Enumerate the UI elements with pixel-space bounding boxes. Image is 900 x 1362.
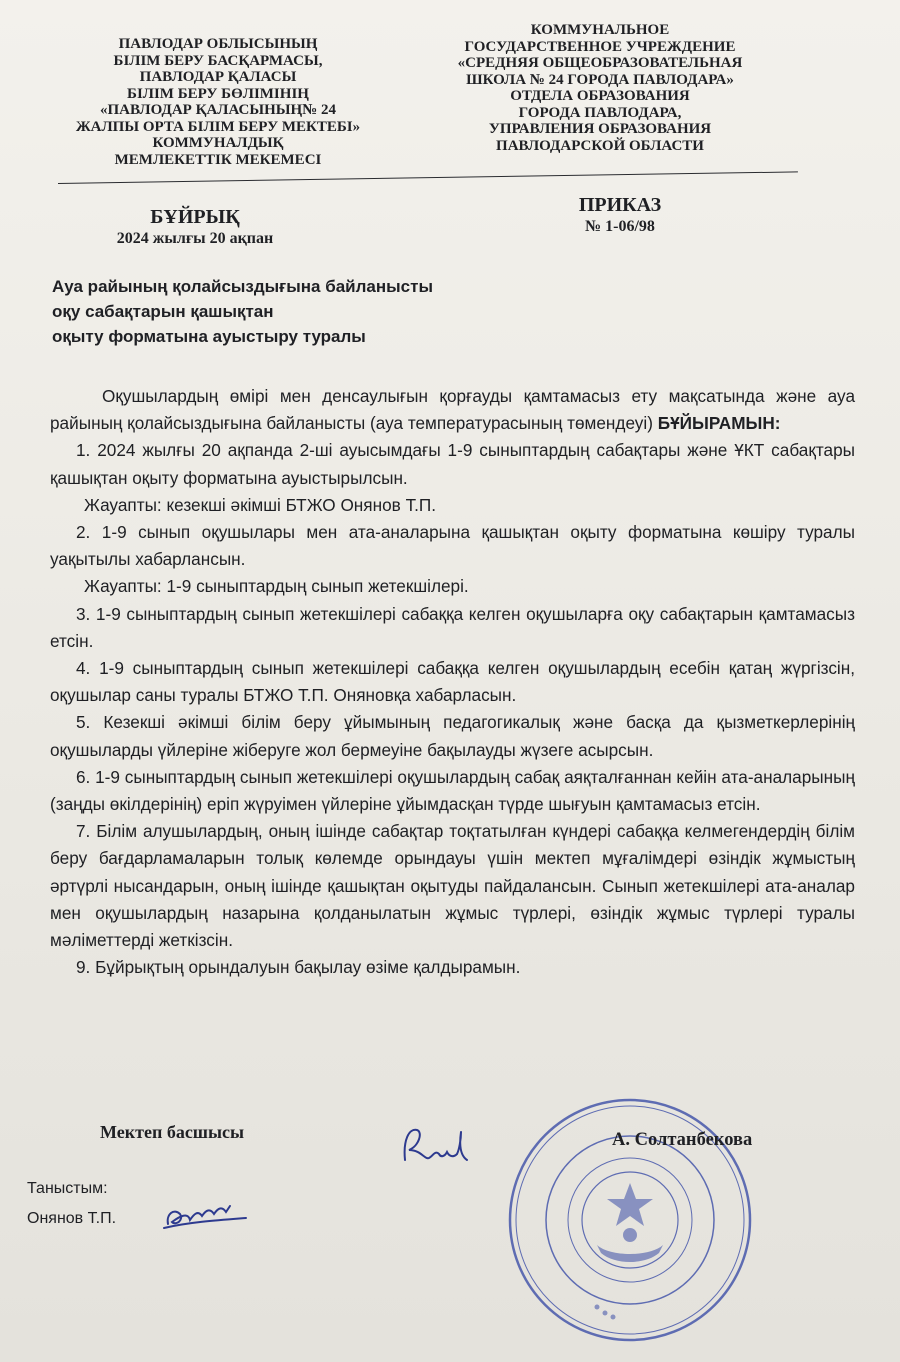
subject-line: оқу сабақтарын қашықтан (52, 302, 274, 321)
order-block-russian (540, 193, 700, 237)
order-item-9: 9. Бұйрықтың орындалуын бақылау өзіме қалдырамын. (76, 957, 521, 978)
header-kazakh (58, 36, 378, 168)
order-item-3: 3. 1-9 сыныптардың сынып жетекшілері сабаққа келген оқушыларға оқу сабақтарын қамтамасыз етсін. (50, 603, 855, 651)
order-block-kazakh (70, 205, 320, 249)
signatory-name: А. Солтанбекова (612, 1130, 753, 1150)
header-ru-line: УПРАВЛЕНИЯ ОБРАЗОВАНИЯ (488, 121, 712, 137)
header-kz-line: ПАВЛОДАР ҚАЛАСЫ (139, 69, 297, 85)
header-ru-line: КОММУНАЛЬНОЕ (530, 22, 670, 38)
header-divider (58, 171, 798, 184)
item-2-responsible: Жауапты: 1-9 сыныптардың сынып жетекшілері. (84, 576, 469, 597)
intro-keyword: БҰЙЫРАМЫН: (657, 413, 781, 434)
order-item-7: 7. Білім алушылардың, оның ішінде сабақтар тоқтатылған күндері сабаққа келмегендердің білім беру бағдарламаларын толық көлемде орындауы үшін мектеп мұғалімдері өзіндік жұмыстың әртүрлі нысандарын, оның ішінде қашықтан оқытуды пайдалансын. Сынып жетекшілері ата-аналар мен оқушылардың назарына қолданылатын жұмыс түрлері, өзіндік жұмыс түрлері туралы мәліметтерді жеткізсін. (50, 821, 855, 951)
body-intro (50, 383, 855, 437)
order-item-5: 5. Кезекші әкімші білім беру ұйымының педагогикалық және басқа да қызметкерлерінің оқушыларды үйлеріне жіберуге жол бермеуіне бақылауды жүзеге асырсын. (50, 712, 855, 760)
order-number: № 1-06/98 (585, 218, 655, 235)
order-date: 2024 жылғы 20 ақпан (116, 230, 274, 247)
header-kz-line: ПАВЛОДАР ОБЛЫСЫНЫҢ (118, 36, 318, 52)
item-1-responsible: Жауапты: кезекші әкімші БТЖО Онянов Т.П. (84, 494, 437, 515)
order-item-1: 1. 2024 жылғы 20 ақпанда 2-ші ауысымдағы 1-9 сыныптардың сабақтары және ҰКТ сабақтары қашықтан оқыту форматына ауыстырылсын. (50, 440, 855, 488)
order-item-6: 6. 1-9 сыныптардың сынып жетекшілері оқушылардың сабақ аяқталғаннан кейін ата-аналарының (заңды өкілдерінің) еріп жүруімен үйлеріне ұйымдасқан түрде шығуын қамтамасыз етсін. (50, 766, 855, 815)
signatory-title: Мектеп басшысы (100, 1122, 245, 1142)
header-kz-line: МЕМЛЕКЕТТІК МЕКЕМЕСІ (114, 151, 322, 168)
subject-line: Ауа райының қолайсыздығына байланысты (52, 277, 433, 296)
acknowledgement-name: Онянов Т.П. (27, 1210, 117, 1227)
subject-line: оқыту форматына ауыстыру туралы (52, 327, 366, 346)
order-body (50, 383, 855, 981)
header-kz-line: ЖАЛПЫ ОРТА БІЛІМ БЕРУ МЕКТЕБІ» (75, 118, 361, 135)
header-ru-line: ПАВЛОДАРСКОЙ ОБЛАСТИ (496, 137, 704, 154)
acknowledgement-signature-icon (160, 1196, 250, 1236)
header-ru-line: «СРЕДНЯЯ ОБЩЕОБРАЗОВАТЕЛЬНАЯ (457, 55, 743, 71)
intro-text: Оқушылардың өмірі мен денсаулығын қорғауды қамтамасыз ету мақсатында және ауа райының қолайсыздығына байланысты (ауа температурасының төмендеуі) (50, 386, 855, 434)
header-ru-line: ГОРОДА ПАВЛОДАРА, (518, 104, 682, 121)
header-kz-line: БІЛІМ БЕРУ БАСҚАРМАСЫ, (113, 52, 323, 69)
director-signature-icon (395, 1120, 475, 1180)
header-kz-line: КОММУНАЛДЫҚ (152, 135, 284, 151)
order-title-kz: БҰЙРЫҚ (150, 206, 240, 228)
order-item-4: 4. 1-9 сыныптардың сынып жетекшілері сабаққа келген оқушылардың есебін қатаң жүргізсін, оқушылар саны туралы БТЖО Т.П. Оняновқа хабарласын. (50, 658, 855, 706)
order-title-ru: ПРИКАЗ (578, 194, 662, 216)
header-ru-line: ШКОЛА № 24 ГОРОДА ПАВЛОДАРА» (466, 71, 734, 88)
acknowledgement-label: Таныстым: (27, 1180, 108, 1197)
header-kz-line: «ПАВЛОДАР ҚАЛАСЫНЫҢ№ 24 (99, 102, 336, 118)
header-ru-line: ОТДЕЛА ОБРАЗОВАНИЯ (510, 88, 690, 104)
order-item-2: 2. 1-9 сынып оқушылары мен ата-аналарына қашықтан оқыту форматына көшіру туралы уақытылы хабарлансын. (50, 522, 855, 570)
header-kz-line: БІЛІМ БЕРУ БӨЛІМІНІҢ (127, 85, 309, 102)
order-subject (52, 274, 572, 349)
header-russian (430, 22, 770, 154)
header-ru-line: ГОСУДАРСТВЕННОЕ УЧРЕЖДЕНИЕ (464, 38, 736, 55)
